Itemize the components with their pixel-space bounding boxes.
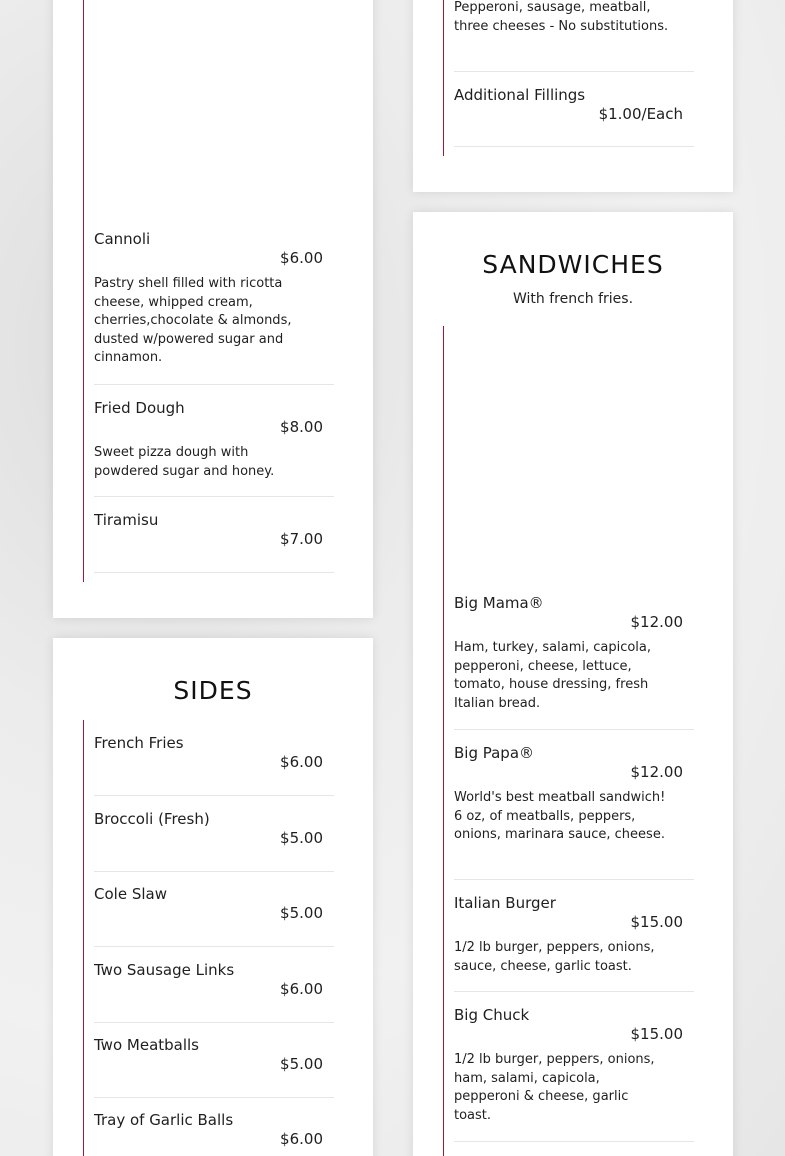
item-name: Broccoli (Fresh) bbox=[94, 810, 210, 828]
item-description: Pepperoni, sausage, meatball, three cheeses - No substitutions. bbox=[454, 0, 669, 34]
item-description: Pastry shell filled with ricotta cheese, whipped cream, cherries,chocolate & almonds, dusted w/powered sugar and cinnamon. bbox=[94, 276, 292, 366]
menu-item-tiramisu[interactable] bbox=[94, 511, 334, 573]
desserts-card bbox=[53, 0, 373, 618]
item-price: $5.00 bbox=[280, 829, 323, 847]
item-price: $15.00 bbox=[630, 913, 683, 931]
section-subtitle: With french fries. bbox=[512, 291, 634, 307]
item-price: $6.00 bbox=[280, 1130, 323, 1148]
item-name: Cole Slaw bbox=[94, 885, 167, 903]
item-description: Sweet pizza dough with powdered sugar and honey. bbox=[94, 445, 275, 479]
item-price: $1.00/Each bbox=[598, 105, 683, 123]
menu-item-french-fries[interactable] bbox=[94, 734, 334, 796]
item-price: $7.00 bbox=[280, 530, 323, 548]
item-name: Two Meatballs bbox=[94, 1036, 199, 1054]
item-name: Big Papa® bbox=[454, 744, 535, 762]
item-name: Big Mama® bbox=[454, 594, 544, 612]
desserts-list bbox=[83, 0, 343, 582]
section-title: SANDWICHES bbox=[482, 250, 664, 279]
section-title: SIDES bbox=[173, 676, 253, 705]
menu-item-cannoli[interactable] bbox=[94, 230, 334, 385]
item-description: 1/2 lb burger, peppers, onions, ham, salami, capicola, pepperoni & cheese, garlic toast. bbox=[454, 1052, 655, 1123]
menu-item-big-chuck[interactable] bbox=[454, 1006, 694, 1142]
specials-card bbox=[413, 0, 733, 192]
item-price: $6.00 bbox=[280, 980, 323, 998]
item-name: Big Chuck bbox=[454, 1006, 530, 1024]
menu-item-two-meatballs[interactable] bbox=[94, 1036, 334, 1098]
menu-item-broccoli[interactable] bbox=[94, 810, 334, 872]
item-price: $6.00 bbox=[280, 249, 323, 267]
item-price: $5.00 bbox=[280, 904, 323, 922]
item-name: French Fries bbox=[94, 734, 184, 752]
specials-list bbox=[443, 0, 703, 156]
menu-item-fried-dough[interactable] bbox=[94, 399, 334, 497]
menu-item-two-sausage-links[interactable] bbox=[94, 961, 334, 1023]
sides-list bbox=[83, 720, 343, 1156]
item-name: Fried Dough bbox=[94, 399, 185, 417]
item-name: Additional Fillings bbox=[454, 86, 586, 104]
menu-item-big-mama[interactable] bbox=[454, 594, 694, 730]
item-price: $5.00 bbox=[280, 1055, 323, 1073]
item-description: 1/2 lb burger, peppers, onions, sauce, cheese, garlic toast. bbox=[454, 940, 655, 974]
sandwiches-card bbox=[413, 212, 733, 1156]
menu-item-additional-fillings[interactable] bbox=[454, 86, 694, 147]
sandwiches-list bbox=[443, 326, 703, 1156]
item-price: $12.00 bbox=[630, 763, 683, 781]
item-price: $6.00 bbox=[280, 753, 323, 771]
menu-item-cole-slaw[interactable] bbox=[94, 885, 334, 947]
item-price: $8.00 bbox=[280, 418, 323, 436]
menu-item-partial[interactable] bbox=[454, 0, 694, 72]
item-price: $12.00 bbox=[630, 613, 683, 631]
menu-item-italian-burger[interactable] bbox=[454, 894, 694, 992]
item-name: Cannoli bbox=[94, 230, 151, 248]
item-name: Italian Burger bbox=[454, 894, 556, 912]
item-description: World's best meatball sandwich! 6 oz, of meatballs, peppers, onions, marinara sauce, cheese. bbox=[454, 790, 666, 843]
item-description: Ham, turkey, salami, capicola, pepperoni, cheese, lettuce, tomato, house dressing, fresh Italian bread. bbox=[454, 640, 652, 711]
item-name: Tray of Garlic Balls bbox=[94, 1111, 234, 1129]
menu-item-big-papa[interactable] bbox=[454, 744, 694, 880]
menu-item-tray-of-garlic-balls[interactable] bbox=[94, 1111, 334, 1156]
item-name: Two Sausage Links bbox=[94, 961, 235, 979]
sides-card bbox=[53, 638, 373, 1156]
item-name: Tiramisu bbox=[94, 511, 159, 529]
item-price: $15.00 bbox=[630, 1025, 683, 1043]
